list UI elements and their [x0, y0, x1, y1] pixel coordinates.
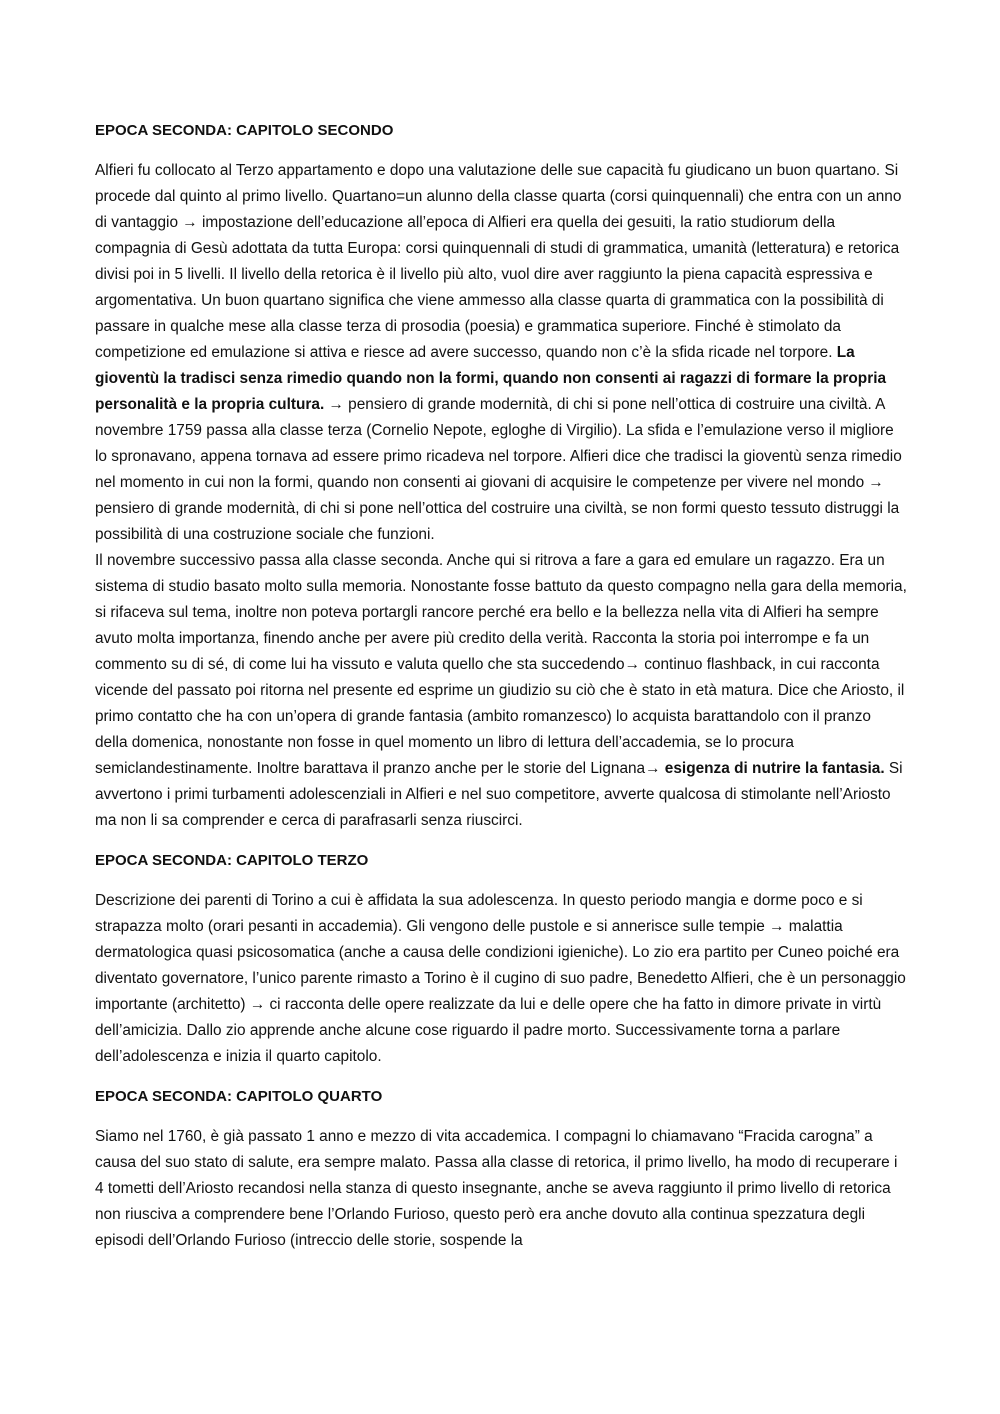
text-run: → pensiero di grande modernità, di chi si pone nell’ottica di costruire una civiltà. A novembre 1759 passa alla classe terza (Cornelio Nepote, egloghe di Virgilio). La sfida e l’emulazione verso il migliore lo spronavano, appena tornava ad essere primo ricadeva nel torpore. Alfieri dice che tradisci la gioventù senza rimedio nel momento in cui non la formi, quando non consenti ai giovani di acquisire le competenze per vivere nel mondo → pensiero di grande modernità, di chi si pone nell’ottica del costruire una civiltà, se non formi questo tessuto distruggi la possibilità di una costruzione sociale che funzioni.: [95, 396, 902, 543]
paragraph: [95, 1124, 907, 1254]
section-heading: EPOCA SECONDA: CAPITOLO QUARTO: [95, 1088, 383, 1105]
text-run: Si avvertono i primi turbamenti adolescenziali in Alfieri e nel suo competitore, avverte qualcosa di stimolante nell’Ariosto ma non li sa comprender e cerca di parafrasarli senza riuscirci.: [95, 760, 903, 829]
bold-text-run: La gioventù la tradisci senza rimedio quando non la formi, quando non consenti ai ragazzi di formare la propria personalità e la propria cultura.: [95, 344, 887, 413]
section-heading: EPOCA SECONDA: CAPITOLO SECONDO: [95, 122, 394, 139]
paragraph: [95, 888, 907, 1070]
section-heading: EPOCA SECONDA: CAPITOLO TERZO: [95, 852, 369, 869]
text-run: Siamo nel 1760, è già passato 1 anno e mezzo di vita accademica. I compagni lo chiamavano “Fracida carogna” a causa del suo stato di salute, era sempre malato. Passa alla classe di retorica, il primo livello, ha modo di recuperare i 4 tometti dell’Ariosto recandosi nella stanza di questo insegnante, anche se aveva raggiunto il primo livello di retorica non riusciva a comprendere bene l’Orlando Furioso, questo però era anche dovuto alla continua spezzatura degli episodi dell’Orlando Furioso (intreccio delle storie, sospende la: [95, 1128, 898, 1249]
text-run: Alfieri fu collocato al Terzo appartamento e dopo una valutazione delle sue capacità fu giudicano un buon quartano. Si procede dal quinto al primo livello. Quartano=un alunno della classe quarta (corsi quinquennali) che entra con un anno di vantaggio → impostazione dell’educazione all’epoca di Alfieri era quella dei gesuiti, la ratio studiorum della compagnia di Gesù adottata da tutta Europa: corsi quinquennali di studi di grammatica, umanità (letteratura) e retorica divisi poi in 5 livelli. Il livello della retorica è il livello più alto, vuol dire aver raggiunto la piena capacità espressiva e argomentativa. Un buon quartano significa che viene ammesso alla classe quarta di grammatica con la possibilità di passare in qualche mese alla classe terza di prosodia (poesia) e grammatica superiore. Finché è stimolato da competizione ed emulazione si attiva e riesce ad avere successo, quando non c’è la sfida ricade nel torpore.: [95, 162, 902, 361]
text-run: Il novembre successivo passa alla classe seconda. Anche qui si ritrova a fare a gara ed emulare un ragazzo. Era un sistema di studio basato molto sulla memoria. Nonostante fosse battuto da questo compagno nella gara della memoria, si rifaceva sul tema, inoltre non poteva portargli rancore perché era bello e la bellezza nella vita di Alfieri ha sempre avuto molta importanza, finendo anche per avere più credito della verità. Racconta la storia poi interrompe e fa un commento su di sé, di come lui ha vissuto e valuta quello che sta succedendo→ continuo flashback, in cui racconta vicende del passato poi ritorna nel presente ed esprime un giudizio su ciò che è stato in età matura. Dice che Ariosto, il primo contatto che ha con un’opera di grande fantasia (ambito romanzesco) lo acquista barattandolo con il pranzo della domenica, nonostante non fosse in quel momento un libro di lettura dell’accademia, se lo procura semiclandestinamente. Inoltre barattava il pranzo anche per le storie del Lignana→: [95, 552, 907, 777]
document-page: [95, 118, 907, 1266]
text-run: Descrizione dei parenti di Torino a cui è affidata la sua adolescenza. In questo periodo mangia e dorme poco e si strapazza molto (orari pesanti in accademia). Gli vengono delle pustole e si annerisce sulle tempie → malattia dermatologica quasi psicosomatica (anche a causa delle condizioni igieniche). Lo zio era partito per Cuneo poiché era diventato governatore, l’unico parente rimasto a Torino è il cugino di suo padre, Benedetto Alfieri, che è un personaggio importante (architetto) → ci racconta delle opere realizzate da lui e delle opere che ha fatto in dimore private in virtù dell’amicizia. Dallo zio apprende anche alcune cose riguardo il padre morto. Successivamente torna a parlare dell’adolescenza e inizia il quarto capitolo.: [95, 892, 906, 1065]
paragraph: [95, 548, 907, 834]
paragraph: [95, 158, 907, 548]
bold-text-run: esigenza di nutrire la fantasia.: [664, 760, 885, 777]
